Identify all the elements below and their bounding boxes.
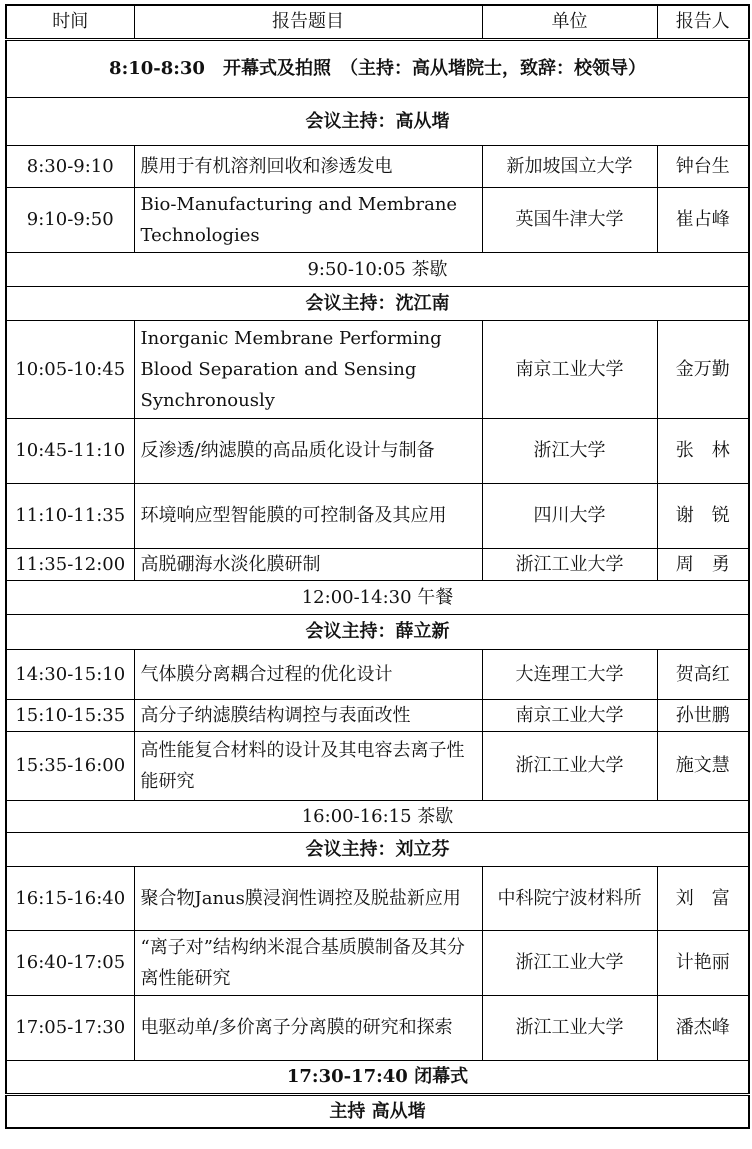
table-row <box>6 187 749 252</box>
session-4-host: 会议主持：刘立芬 <box>6 832 749 866</box>
talk-speaker: 周 勇 <box>657 548 749 580</box>
talk-speaker: 谢 锐 <box>657 483 749 548</box>
header-unit: 单位 <box>482 5 657 39</box>
talk-title: 聚合物Janus膜浸润性调控及脱盐新应用 <box>134 866 482 930</box>
talk-title: 反渗透/纳滤膜的高品质化设计与制备 <box>134 418 482 483</box>
table-row <box>6 731 749 800</box>
talk-unit: 南京工业大学 <box>482 699 657 731</box>
closing-row <box>6 1060 749 1094</box>
header-title: 报告题目 <box>134 5 482 39</box>
table-row <box>6 866 749 930</box>
session-1-host: 会议主持：高从堦 <box>6 97 749 145</box>
talk-unit: 浙江工业大学 <box>482 548 657 580</box>
talk-time: 14:30-15:10 <box>6 649 134 699</box>
schedule-table <box>5 4 750 1129</box>
talk-title: 高脱硼海水淡化膜研制 <box>134 548 482 580</box>
session-3-host: 会议主持：薛立新 <box>6 614 749 649</box>
talk-title: 环境响应型智能膜的可控制备及其应用 <box>134 483 482 548</box>
talk-speaker: 崔占峰 <box>657 187 749 252</box>
talk-time: 11:10-11:35 <box>6 483 134 548</box>
break-row <box>6 580 749 614</box>
closing-host-row <box>6 1094 749 1128</box>
talk-unit: 浙江大学 <box>482 418 657 483</box>
table-row <box>6 145 749 187</box>
talk-speaker: 张 林 <box>657 418 749 483</box>
talk-title: 电驱动单/多价离子分离膜的研究和探索 <box>134 995 482 1060</box>
table-row <box>6 548 749 580</box>
session-host-row <box>6 97 749 145</box>
talk-title: Bio-Manufacturing and Membrane Technologies <box>134 187 482 252</box>
opening-ceremony: 8:10-8:30 开幕式及拍照 （主持：高从堦院士，致辞：校领导） <box>6 39 749 97</box>
table-row <box>6 418 749 483</box>
talk-title: 气体膜分离耦合过程的优化设计 <box>134 649 482 699</box>
talk-time: 15:10-15:35 <box>6 699 134 731</box>
closing-ceremony: 17:30-17:40 闭幕式 <box>6 1060 749 1094</box>
tea-break-2: 16:00-16:15 茶歇 <box>6 800 749 832</box>
talk-speaker: 刘 富 <box>657 866 749 930</box>
talk-unit: 四川大学 <box>482 483 657 548</box>
talk-title: “离子对”结构纳米混合基质膜制备及其分离性能研究 <box>134 930 482 995</box>
table-row <box>6 699 749 731</box>
closing-host: 主持 高从堦 <box>6 1094 749 1128</box>
opening-row <box>6 39 749 97</box>
talk-speaker: 贺高红 <box>657 649 749 699</box>
talk-speaker: 施文慧 <box>657 731 749 800</box>
talk-time: 10:05-10:45 <box>6 320 134 418</box>
talk-time: 11:35-12:00 <box>6 548 134 580</box>
talk-title: 高分子纳滤膜结构调控与表面改性 <box>134 699 482 731</box>
header-speaker: 报告人 <box>657 5 749 39</box>
break-row <box>6 252 749 286</box>
table-row <box>6 320 749 418</box>
talk-speaker: 钟台生 <box>657 145 749 187</box>
talk-unit: 浙江工业大学 <box>482 995 657 1060</box>
table-row <box>6 930 749 995</box>
talk-unit: 浙江工业大学 <box>482 731 657 800</box>
break-row <box>6 800 749 832</box>
lunch-break: 12:00-14:30 午餐 <box>6 580 749 614</box>
talk-time: 8:30-9:10 <box>6 145 134 187</box>
talk-time: 10:45-11:10 <box>6 418 134 483</box>
table-row <box>6 483 749 548</box>
table-row <box>6 649 749 699</box>
talk-unit: 浙江工业大学 <box>482 930 657 995</box>
talk-title: 高性能复合材料的设计及其电容去离子性能研究 <box>134 731 482 800</box>
talk-time: 16:15-16:40 <box>6 866 134 930</box>
talk-time: 9:10-9:50 <box>6 187 134 252</box>
talk-speaker: 计艳丽 <box>657 930 749 995</box>
talk-speaker: 孙世鹏 <box>657 699 749 731</box>
talk-unit: 大连理工大学 <box>482 649 657 699</box>
tea-break-1: 9:50-10:05 茶歇 <box>6 252 749 286</box>
session-host-row <box>6 832 749 866</box>
session-host-row <box>6 614 749 649</box>
talk-unit: 南京工业大学 <box>482 320 657 418</box>
session-host-row <box>6 286 749 320</box>
talk-time: 17:05-17:30 <box>6 995 134 1060</box>
header-row <box>6 5 749 39</box>
header-time: 时间 <box>6 5 134 39</box>
talk-unit: 新加坡国立大学 <box>482 145 657 187</box>
talk-title: Inorganic Membrane Performing Blood Separation and Sensing Synchronously <box>134 320 482 418</box>
talk-title: 膜用于有机溶剂回收和渗透发电 <box>134 145 482 187</box>
talk-unit: 中科院宁波材料所 <box>482 866 657 930</box>
talk-speaker: 金万勤 <box>657 320 749 418</box>
table-row <box>6 995 749 1060</box>
session-2-host: 会议主持：沈江南 <box>6 286 749 320</box>
talk-time: 15:35-16:00 <box>6 731 134 800</box>
talk-time: 16:40-17:05 <box>6 930 134 995</box>
talk-speaker: 潘杰峰 <box>657 995 749 1060</box>
talk-unit: 英国牛津大学 <box>482 187 657 252</box>
